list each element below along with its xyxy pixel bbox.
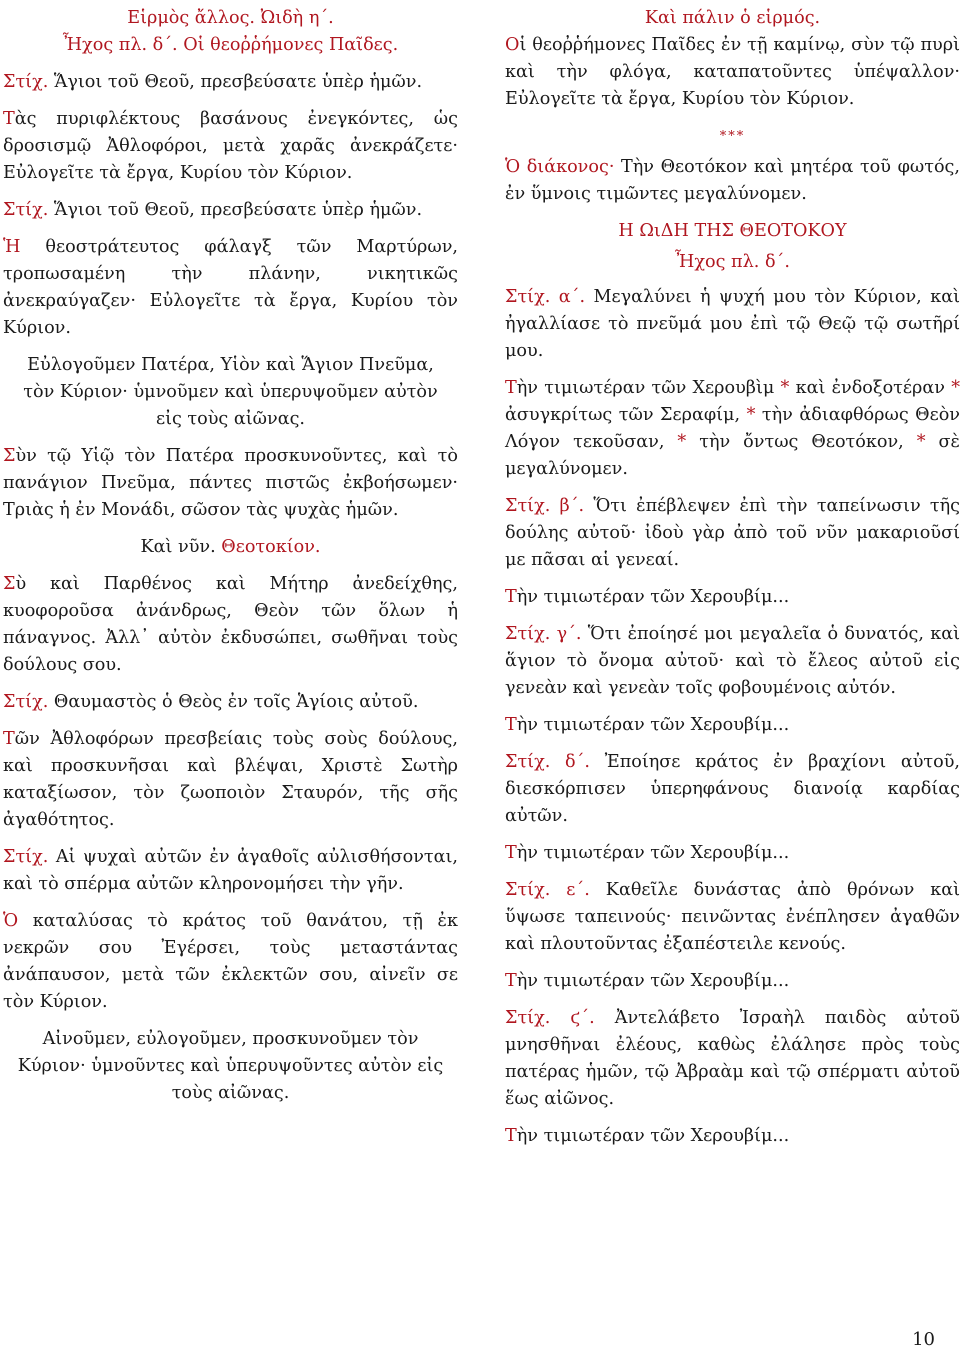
troparion [3,106,458,187]
refrain-text: ὴν τιμιωτέραν τῶν Χερουβίμ... [516,971,790,991]
verse [505,284,960,365]
initial-letter: Τ [505,587,517,607]
verse-label: Στίχ. β΄. [505,496,585,516]
star-mark: * [677,432,687,452]
megalynarion-part: καὶ ἐνδοξοτέραν [789,378,952,398]
refrain-text: ὴν τιμιωτέραν τῶν Χερουβίμ... [516,1126,790,1146]
kai-nyn-heading [3,534,458,561]
troparion-text: ῶν Ἀθλοφόρων πρεσβείαις τοὺς σοὺς δούλους, καὶ προσκυνῆσαι καὶ βλέψαι, Χριστὲ Σωτὴρ καταξίωσον, τὸν ζωοποιὸν Σταυρόν, τῆς σῆς ἀγαθότητος. [3,729,458,830]
verse-text: Αἱ ψυχαὶ αὐτῶν ἐν ἀγαθοῖς αὐλισθήσονται, καὶ τὸ σπέρμα αὐτῶν κληρονομήσει τὴν γῆν. [3,847,458,894]
star-mark: * [916,432,926,452]
troparion-text: ὺ καὶ Παρθένος καὶ Μήτηρ ἀνεδείχθης, κυοφοροῦσα ἀνάνδρως, Θεὸν τῶν ὅλων ἡ πάναγνος. Ἀλλ᾽ αὐτὸν ἐκδυσώπει, σωθῆναι τοὺς δούλους σου. [3,574,458,675]
megalynarion-part: ἀσυγκρίτως τῶν Σεραφίμ, [505,405,747,425]
deacon-label: Ὁ διάκονος· [505,157,615,177]
verse-label: Στίχ. α΄. [505,287,586,307]
troparion [3,234,458,342]
initial-letter: Σ [3,574,16,594]
verse [505,877,960,958]
heirmos [505,32,960,113]
verse-text: Ὅτι ἐπέβλεψεν ἐπὶ τὴν ταπείνωσιν τῆς δούλης αὐτοῦ· ἰδοὺ γὰρ ἀπὸ τοῦ νῦν μακαριοῦσί με πᾶσαι αἱ γενεαί. [505,496,960,570]
troparion-text: ὺν τῷ Υἱῷ τὸν Πατέρα προσκυνοῦντες, καὶ τὸ πανάγιον Πνεῦμα, πάντες πιστῶς ἐκβοήσωμεν· Τριὰς ἡ ἐν Μονάδι, σῶσον τὰς ψυχὰς ἡμῶν. [3,446,458,520]
star-mark: * [746,405,756,425]
megalynarion [505,375,960,483]
troparion-text: θεοστράτευτος φάλαγξ τῶν Μαρτύρων, τροπωσαμένη τὴν πλάνην, νικητικῶς ἀνεκραύγαζεν· Εὐλογεῖτε τὰ ἔργα, Κυρίου τὸν Κύριον. [3,237,458,338]
troparion [3,726,458,834]
troparion [3,443,458,524]
initial-letter: Τ [505,378,517,398]
right-column [505,0,960,1160]
initial-letter: Ο [505,35,520,55]
troparion [3,908,458,1016]
ode-tone: Ἦχος πλ. δ΄. [675,252,790,272]
verse-label: Στίχ. γ΄. [505,624,582,644]
refrain [505,1123,960,1150]
verse [505,621,960,702]
kai-nyn: Καὶ νῦν. [140,537,216,557]
left-column [3,0,458,1117]
verse [3,197,458,224]
initial-letter: Σ [3,446,16,466]
heirmos-again-heading: Καὶ πάλιν ὁ εἱρμός. [644,8,821,28]
verse-label: Στίχ. [3,847,49,867]
ode-title: Η ΩιΔΗ ΤΗΣ ΘΕΟΤΟΚΟΥ [618,221,847,241]
refrain-text: ὴν τιμιωτέραν τῶν Χερουβίμ... [516,587,790,607]
refrain-text: ὴν τιμιωτέραν τῶν Χερουβίμ... [516,843,790,863]
page-number: 10 [912,1329,935,1350]
refrain [505,840,960,867]
initial-letter: Τ [505,971,517,991]
verse-label: Στίχ. ε΄. [505,880,590,900]
section-divider: *** [719,129,746,144]
verse-text: Ὅτι ἐποίησέ μοι μεγαλεῖα ὁ δυνατός, καὶ ἅγιον τὸ ὄνομα αὐτοῦ· καὶ τὸ ἔλεος αὐτοῦ εἰς γενεὰν καὶ γενεὰν τοῖς φοβουμένοις αὐτόν. [505,624,960,698]
troparion-text: καταλύσας τὸ κράτος τοῦ θανάτου, τῇ ἐκ νεκρῶν σου Ἐγέρσει, τοὺς μεταστάντας ἀνάπαυσον, μετὰ τῶν ἐκλεκτῶν σου, αἰνεῖν σε τὸν Κύριον. [3,911,458,1012]
verse [505,1005,960,1113]
verse-text: Ἅγιοι τοῦ Θεοῦ, πρεσβεύσατε ὑπὲρ ἡμῶν. [53,200,423,220]
verse [505,493,960,574]
initial-letter: Τ [505,715,517,735]
ainoumen: Αἰνοῦμεν, εὐλογοῦμεν, προσκυνοῦμεν τὸν Κύριον· ὑμνοῦντες καὶ ὑπερυψοῦντες αὐτὸν εἰς τοὺς αἰῶνας. [17,1029,444,1103]
verse-text: Μεγαλύνει ἡ ψυχή μου τὸν Κύριον, καὶ ἠγαλλίασε τὸ πνεῦμά μου ἐπὶ τῷ Θεῷ τῷ σωτῆρί μου. [505,287,960,361]
verse-label: Στίχ. δ΄. [505,752,590,772]
verse-text: Καθεῖλε δυνάστας ἀπὸ θρόνων καὶ ὕψωσε ταπεινούς· πεινῶντας ἐνέπλησεν ἀγαθῶν καὶ πλουτοῦντας ἐξαπέστειλε κενούς. [505,880,960,954]
verse-text: Ἀντελάβετο Ἰσραὴλ παιδὸς αὐτοῦ μνησθῆναι ἐλέους, καθὼς ἐλάλησε πρὸς τοὺς πατέρας ἡμῶν, τῷ Ἀβραὰμ καὶ τῷ σπέρματι αὐτοῦ ἕως αἰῶνος. [505,1008,960,1109]
verse [505,749,960,830]
theotokion-label: Θεοτοκίον. [221,537,321,557]
initial-letter: Ὁ [3,911,19,931]
verse-label: Στίχ. [3,200,49,220]
verse-text: Ἐποίησε κράτος ἐν βραχίονι αὐτοῦ, διεσκόρπισεν ὑπερηφάνους διανοίᾳ καρδίας αὐτῶν. [505,752,960,826]
refrain [505,712,960,739]
star-mark: * [780,378,790,398]
initial-letter: Τ [3,729,15,749]
initial-letter: Τ [505,1126,517,1146]
verse [3,844,458,898]
initial-letter: Τ [3,109,15,129]
star-mark: * [951,378,960,398]
initial-letter: Τ [505,843,517,863]
refrain [505,968,960,995]
megalynarion-part: τὴν ἀδιαφθόρως Θεὸν Λόγον τεκοῦσαν, [505,405,960,452]
troparion-text: ὰς πυριφλέκτους βασάνους ἐνεγκόντες, ὡς δροσισμῷ Ἀθλοφόροι, μετὰ χαρᾶς ἀνεκράζετε· Εὐλογεῖτε τὰ ἔργα, Κυρίου τὸν Κύριον. [3,109,458,183]
verse [3,689,458,716]
megalynarion-part: τὴν ὄντως Θεοτόκον, [686,432,917,452]
verse-label: Στίχ. [3,692,49,712]
initial-letter: Ἡ [3,237,21,257]
deacon-line [505,154,960,208]
heirmos-text: ἱ θεοῤῥήμονες Παῖδες ἐν τῇ καμίνῳ, σὺν τῷ πυρὶ καὶ τὴν φλόγα, καταπατοῦντες ὑπέψαλλον· Εὐλογεῖτε τὰ ἔργα, Κυρίου τὸν Κύριον. [505,35,960,109]
verse-text: Θαυμαστὸς ὁ Θεὸς ἐν τοῖς Ἁγίοις αὐτοῦ. [53,692,419,712]
refrain-text: ὴν τιμιωτέραν τῶν Χερουβίμ... [516,715,790,735]
verse-text: Ἅγιοι τοῦ Θεοῦ, πρεσβεύσατε ὑπὲρ ἡμῶν. [53,72,423,92]
troparion [3,571,458,679]
megalynarion-part: σὲ μεγαλύνομεν. [505,432,960,479]
verse-label: Στίχ. [3,72,49,92]
deacon-text: Τὴν Θεοτόκον καὶ μητέρα τοῦ φωτός, ἐν ὕμνοις τιμῶντες μεγαλύνομεν. [505,157,960,204]
refrain [505,584,960,611]
megalynarion-part: ὴν τιμιωτέραν τῶν Χερουβὶμ [516,378,781,398]
verse [3,69,458,96]
tone-heading: Ἦχος πλ. δ΄. Οἱ θεοῤῥήμονες Παῖδες. [62,35,399,55]
verse-label: Στίχ. ϛ΄. [505,1008,595,1028]
doxology: Εὐλογοῦμεν Πατέρα, Υἱὸν καὶ Ἅγιον Πνεῦμα, τὸν Κύριον· ὑμνοῦμεν καὶ ὑπερυψοῦμεν αὐτὸν εἰς τοὺς αἰῶνας. [23,355,438,429]
heirmos-heading: Εἱρμὸς ἄλλος. Ὠιδὴ η΄. [127,8,334,28]
